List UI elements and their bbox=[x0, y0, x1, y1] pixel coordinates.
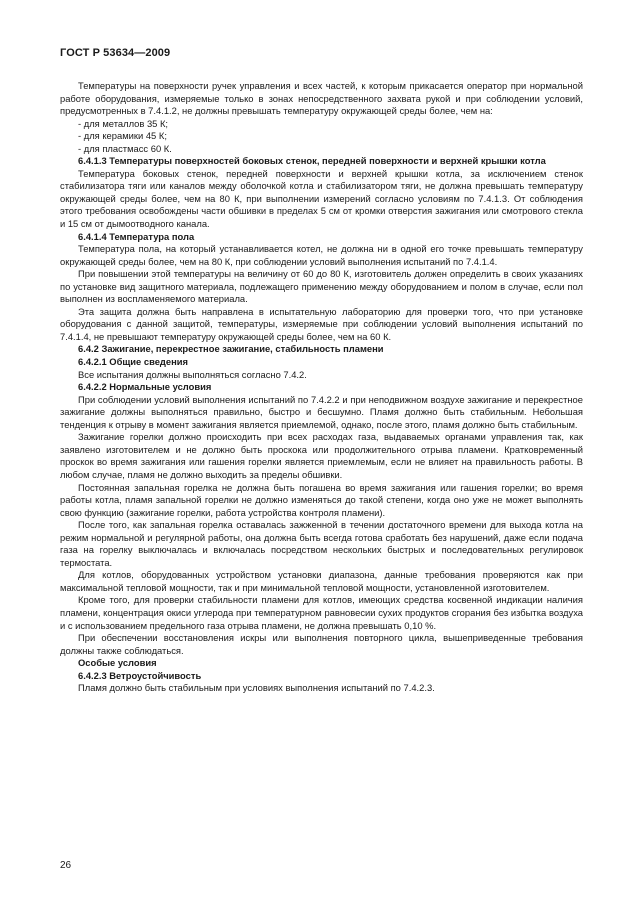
paragraph-burner-ignition: Зажигание горелки должно происходить при всех расходах газа, выдаваемых органами управления так, как заявлено изготовителем и не должно быть проскока или продолжительного отрыва пламени. Кратковременный проскок во время зажигания или гашения горелки является приемлемым, если не влияет на правильность работы. В любом случае, пламя не должно выходить за пределы обшивки. bbox=[60, 431, 583, 480]
paragraph-normal-conditions: При соблюдении условий выполнения испытаний по 7.4.2.2 и при неподвижном воздухе зажигание и перекрестное зажигание должны выполняться правильно, быстро и бесшумно. Пламя должно быть стабильным. Небольшая тенденция к отрыву в момент зажигания является приемлемой, однако, после этого, пламя должно быть стабильным. bbox=[60, 393, 583, 430]
paragraph-general-tests: Все испытания должны выполняться согласно 7.4.2. bbox=[78, 368, 307, 380]
heading-6-4-2-1: 6.4.2.1 Общие сведения bbox=[78, 356, 188, 368]
document-header: ГОСТ Р 53634—2009 bbox=[60, 47, 171, 59]
list-item-plastics: - для пластмасс 60 К. bbox=[78, 142, 172, 154]
list-item-metals: - для металлов 35 К; bbox=[78, 117, 169, 129]
heading-6-4-2: 6.4.2 Зажигание, перекрестное зажигание, стабильность пламени bbox=[78, 343, 384, 355]
paragraph-pilot-burner: Постоянная запальная горелка не должна быть погашена во время зажигания или гашения горелки; во время работы котла, пламя запальной горелки не должно изменяться до такой степени, когда оно уже не может выполнять свою функцию (зажигание горелки, работа устройства контроля пламени). bbox=[60, 481, 583, 518]
document-page bbox=[60, 0, 583, 913]
document-body bbox=[60, 80, 583, 695]
heading-6-4-1-3: 6.4.1.3 Температуры поверхностей боковых стенок, передней поверхности и верхней крышки котла bbox=[78, 155, 546, 167]
heading-6-4-2-2: 6.4.2.2 Нормальные условия bbox=[78, 381, 212, 393]
paragraph-co-concentration: Кроме того, для проверки стабильности пламени для котлов, имеющих средства косвенной индикации наличия пламени, концентрация окиси углерода при температурном равновесии сухих продуктов сгорания без избытка воздуха и с использованием предельного газа отрыва пламени, не должна превышать 0,10 %. bbox=[60, 594, 583, 631]
list-item-ceramics: - для керамики 45 К; bbox=[78, 130, 167, 142]
heading-6-4-2-3: 6.4.2.3 Ветроустойчивость bbox=[78, 669, 202, 681]
paragraph-temperature-increase: При повышении этой температуры на величину от 60 до 80 К, изготовитель должен определить в своих указаниях по установке вид защитного материала, подлежащего применению между оборудованием и полом в случае, если пол выполнен из воспламеняемого материала. bbox=[60, 268, 583, 305]
paragraph-protection-check: Эта защита должна быть направлена в испытательную лабораторию для проверки того, что при установке оборудования с данной защитой, температуры, измеряемые при соблюдении условий выполнения испытаний по 7.4.1.4, не превышают температуру окружающей среды более, чем на 60 К. bbox=[60, 305, 583, 342]
paragraph-spark-restoration: При обеспечении восстановления искры или выполнения повторного цикла, вышеприведенные требования должны также соблюдаться. bbox=[60, 632, 583, 656]
paragraph-pilot-ready: После того, как запальная горелка оставалась зажженной в течении достаточного времени для выхода котла на режим нормальной и регулярной работы, она должна быть всегда готова сработать без нарушений, даже если подача газа на горелку выключалась и включалась посредством нескольких быстрых и последовательных регулировок термостата. bbox=[60, 519, 583, 568]
paragraph-wind-resistance: Пламя должно быть стабильным при условиях выполнения испытаний по 7.4.2.3. bbox=[78, 682, 435, 694]
paragraph-side-walls: Температура боковых стенок, передней поверхности и верхней крышки котла, за исключением стенок стабилизатора тяги или каналов между оболочкой котла и стабилизатором тяги, не должна превышать температуру окружающей среды более, чем на 80 К, при выполнении измерений согласно условиям по 7.4.1.3. От соблюдения этого требования освобождены части обшивки в пределах 5 см от кромки отверстия зажигания или смотрового стекла и 15 см от дымоотводного канала. bbox=[60, 167, 583, 230]
paragraph-floor-temperature: Температура пола, на который устанавливается котел, не должна ни в одной его точке превышать температуру окружающей среды более, чем на 80 К, при соблюдении условий выполнения испытаний по 7.4.1.4. bbox=[60, 243, 583, 267]
heading-6-4-1-4: 6.4.1.4 Температура пола bbox=[78, 230, 195, 242]
page-number: 26 bbox=[60, 860, 72, 871]
heading-special-conditions: Особые условия bbox=[78, 657, 157, 669]
paragraph-range-rating: Для котлов, оборудованных устройством установки диапазона, данные требования проверяются как при максимальной тепловой мощности, так и при минимальной тепловой мощности, установленной изготовителем. bbox=[60, 569, 583, 593]
paragraph-handle-temperatures: Температуры на поверхности ручек управления и всех частей, к которым прикасается оператор при нормальной работе оборудования, измеряемые только в зонах непосредственного захвата рукой и при соблюдении условий, предусмотренных в 7.4.1.2, не должны превышать температуру окружающей среды более, чем на: bbox=[60, 80, 583, 117]
